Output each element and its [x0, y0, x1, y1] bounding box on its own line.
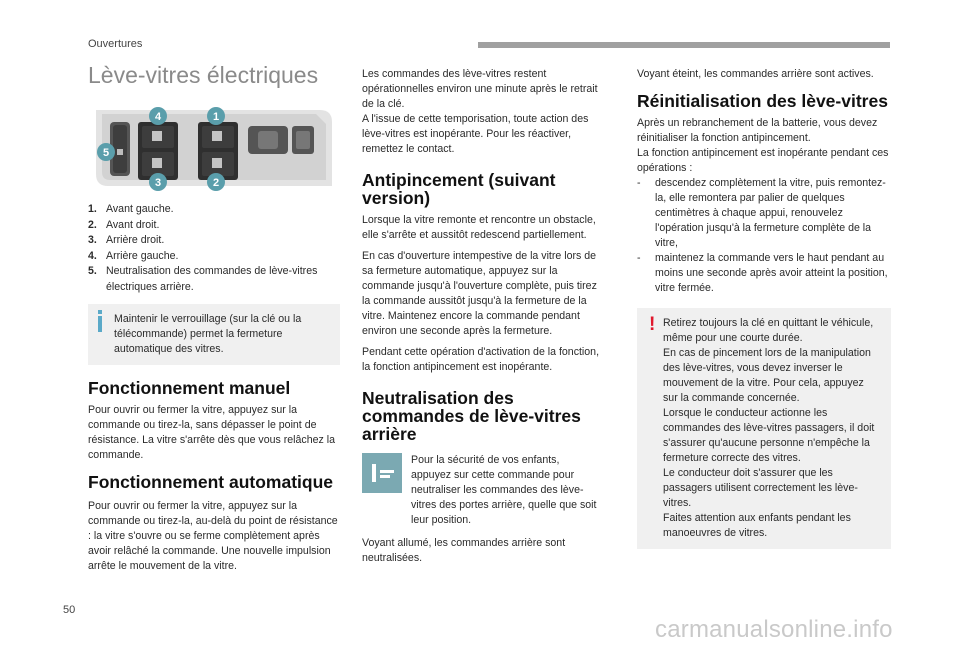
anti-pinch-heading: Antipincement (suivant version)	[362, 170, 556, 208]
info-note-text: Maintenir le verrouillage (sur la clé ou la télécommande) permet la fermeture automatique des vitres.	[114, 312, 302, 355]
callout-5-label: 5	[102, 147, 110, 159]
warning-icon: !	[649, 314, 656, 335]
callout-1-label: 1	[212, 111, 220, 123]
legend-list	[88, 202, 340, 296]
manual-body: Pour ouvrir ou fermer la vitre, appuyez sur la commande ou tirez-la, sans dépasser le point de résistance. La vitre s'arrête dès que vous relâchez la commande.	[88, 403, 335, 461]
anti-pinch-p1: Lorsque la vitre remonte et rencontre un obstacle, elle s'arrête et aussitôt redescend partiellement.	[362, 214, 596, 241]
list-item: - maintenez la commande vers le haut pendant au moins une seconde après avoir atteint la position, vitre fermée.	[637, 252, 888, 294]
automatic-body: Pour ouvrir ou fermer la vitre, appuyez sur la commande ou tirez-la, au-delà du point de résistance : la vitre s'ouvre ou se ferme complètement après avoir relâché la commande. Une nouvelle impulsion arrête le mouvement de la vitre.	[88, 499, 338, 572]
page-title: Lève-vitres électriques	[88, 62, 319, 88]
watermark: carmanualsonline.info	[655, 616, 893, 643]
anti-pinch-p2: En cas d'ouverture intempestive de la vitre lors de sa fermeture automatique, appuyez sur la commande jusqu'à l'ouverture complète, puis tirez la commande aussitôt jusqu'à la fermeture de la vitre. Maintenez encore la commande pendant environ une seconde après la fermeture.	[362, 250, 597, 337]
callout-2-label: 2	[212, 177, 220, 189]
header-rule	[478, 42, 890, 48]
intro-text: Les commandes des lève-vitres restent opérationnelles environ une minute après le retrait de la clé. A l'issue de cette temporisation, toute action des lève-vitres est inopérante. Pour les réactiver, remettez le contact.	[362, 68, 598, 155]
warning-text: Retirez toujours la clé en quittant le véhicule, même pour une courte durée. En cas de pincement lors de la manipulation des lève-vitres, vous devez inverser le mouvement de la vitre. Pour cela, appuyez sur la commande concernée. Lorsque le conducteur actionne les commandes des lève-vitres passagers, il doit s'assurer qu'aucune personne n'empêche la fermeture correcte des vitres. Le conducteur doit s'assurer que les passagers utilisent correctement les lève-vitres. Faites attention aux enfants pendant les manoeuvres de vitres.	[663, 317, 875, 539]
manual-heading: Fonctionnement manuel	[88, 377, 291, 398]
callout-3-label: 3	[154, 177, 162, 189]
legend-item: 5. Neutralisation des commandes de lève-vitres électriques arrière.	[88, 265, 318, 293]
reinit-heading: Réinitialisation des lève-vitres	[637, 91, 888, 111]
legend-item: 1. Avant gauche.	[88, 203, 174, 215]
callout-4-label: 4	[154, 111, 162, 123]
rear-disable-heading: Neutralisation des commandes de lève-vitres arrière	[362, 388, 581, 444]
indicator-on-text: Voyant allumé, les commandes arrière sont neutralisées.	[362, 537, 566, 564]
reinit-steps	[637, 176, 891, 296]
column-left	[88, 104, 340, 574]
switch-panel-figure	[88, 104, 340, 194]
automatic-heading: Fonctionnement automatique	[88, 471, 333, 492]
warning-note	[637, 308, 891, 549]
legend-item: 4. Arrière gauche.	[88, 249, 179, 262]
reinit-p1: Après un rebranchement de la batterie, vous devez réinitialiser la fonction antipincement. La fonction antipincement est inopérante pendant ces opérations :	[637, 117, 889, 174]
indicator-off-text: Voyant éteint, les commandes arrière sont actives.	[637, 68, 874, 80]
legend-item: 3. Arrière droit.	[88, 234, 165, 247]
child-lock-icon	[362, 453, 402, 493]
list-item: - descendez complètement la vitre, puis remontez-la, elle remontera par palier de quelques centimètres à chaque appui, renouvelez l'opération jusqu'à la fermeture complète de la vitre,	[637, 177, 886, 249]
section-header: Ouvertures	[88, 38, 143, 50]
anti-pinch-p3: Pendant cette opération d'activation de la fonction, la fonction antipincement est inopérante.	[362, 346, 600, 373]
rear-disable-row	[362, 453, 602, 528]
legend-item: 2. Avant droit.	[88, 218, 160, 231]
rear-disable-text: Pour la sécurité de vos enfants, appuyez sur cette commande pour neutraliser les commandes des lève-vitres des portes arrière, quelle que soit leur position.	[411, 454, 597, 526]
page-number: 50	[63, 604, 76, 616]
info-note	[88, 304, 340, 365]
info-icon	[97, 310, 103, 334]
callout-layer	[88, 104, 340, 194]
column-right	[637, 67, 891, 549]
column-middle	[362, 67, 602, 566]
